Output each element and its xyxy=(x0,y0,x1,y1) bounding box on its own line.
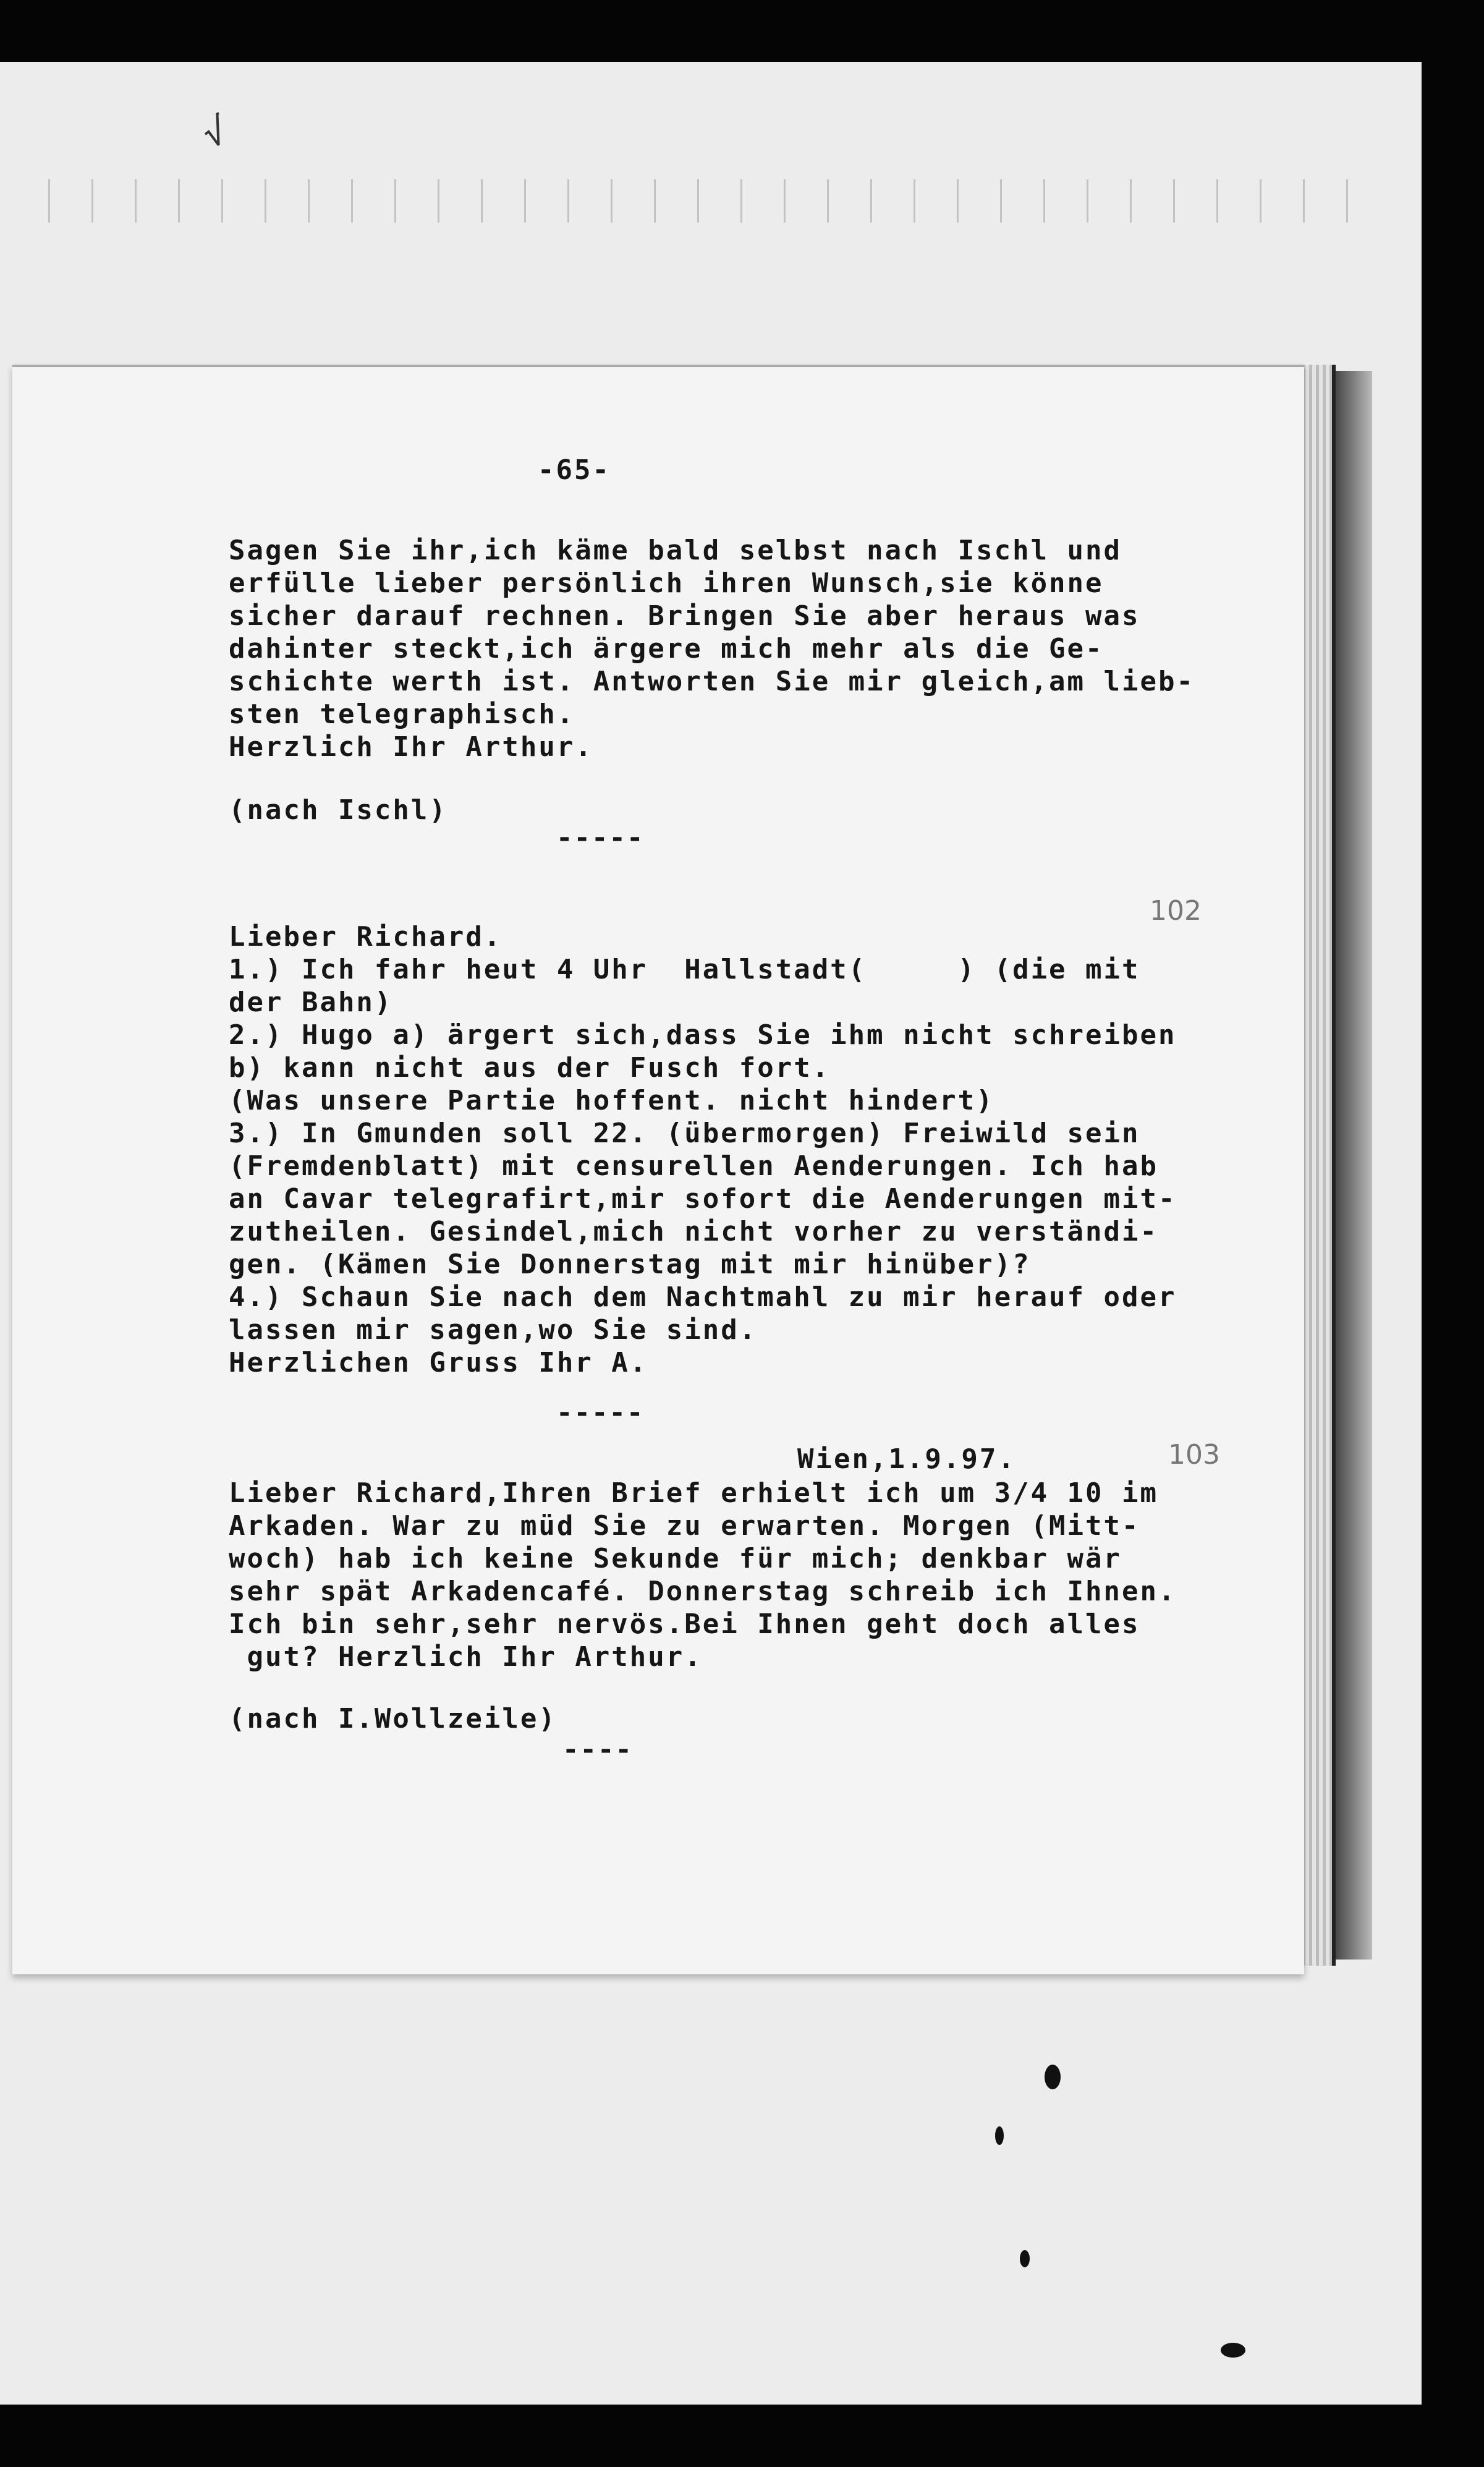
letter-1-line: erfülle lieber persönlich ihren Wunsch,sie könne xyxy=(229,567,1104,599)
letter-2-line: (Was unsere Partie hoffent. nicht hindert) xyxy=(229,1085,994,1116)
letter-2-salutation: Lieber Richard. xyxy=(229,921,502,953)
letter-1-signature: Herzlich Ihr Arthur. xyxy=(229,731,593,763)
letter-2-line: (Fremdenblatt) mit censurellen Aenderungen. Ich hab xyxy=(229,1150,1159,1182)
separator: ----- xyxy=(556,822,645,854)
letter-2-signature: Herzlichen Gruss Ihr A. xyxy=(229,1347,648,1378)
page-number: -65- xyxy=(538,454,611,486)
letter-1-line: Sagen Sie ihr,ich käme bald selbst nach Ischl und xyxy=(229,535,1122,566)
letter-1-line: dahinter steckt,ich ärgere mich mehr als die Ge- xyxy=(229,633,1104,665)
letter-3-line: Arkaden. War zu müd Sie zu erwarten. Morgen (Mitt- xyxy=(229,1510,1140,1542)
separator: ---- xyxy=(562,1734,633,1765)
ink-speck xyxy=(995,2126,1004,2145)
check-mark-icon: √ xyxy=(197,108,234,158)
letter-2-line: zutheilen. Gesindel,mich nicht vorher zu verständi- xyxy=(229,1216,1159,1247)
letter-3-dateline: Wien,1.9.97. xyxy=(797,1443,1016,1475)
letter-2-line: 1.) Ich fahr heut 4 Uhr Hallstadt( ) (die mit xyxy=(229,954,1140,985)
ink-speck xyxy=(1020,2250,1030,2267)
letter-3-line: sehr spät Arkadencafé. Donnerstag schreib ich Ihnen. xyxy=(229,1576,1177,1607)
letter-1-line: sicher darauf rechnen. Bringen Sie aber heraus was xyxy=(229,600,1140,632)
letter-2-line: 3.) In Gmunden soll 22. (übermorgen) Freiwild sein xyxy=(229,1118,1140,1149)
letter-2-line: gen. (Kämen Sie Donnerstag mit mir hinüber)? xyxy=(229,1249,1031,1280)
ink-speck xyxy=(1045,2065,1061,2089)
backing-sheet-marks xyxy=(25,179,1384,223)
letter-2-line: 4.) Schaun Sie nach dem Nachtmahl zu mir herauf oder xyxy=(229,1281,1177,1313)
separator: ----- xyxy=(556,1397,645,1429)
letter-3-line: Ich bin sehr,sehr nervös.Bei Ihnen geht doch alles xyxy=(229,1608,1140,1640)
letter-1-address: (nach Ischl) xyxy=(229,794,447,826)
letter-3-line: Lieber Richard,Ihren Brief erhielt ich um 3/4 10 im xyxy=(229,1477,1159,1509)
letter-3-line: woch) hab ich keine Sekunde für mich; denkbar wär xyxy=(229,1543,1122,1574)
page-shadow xyxy=(1335,371,1372,1960)
archive-number: 103 xyxy=(1168,1439,1220,1471)
letter-3-address: (nach I.Wollzeile) xyxy=(229,1703,557,1735)
letter-2-line: an Cavar telegrafirt,mir sofort die Aenderungen mit- xyxy=(229,1183,1177,1215)
letter-2-line: lassen mir sagen,wo Sie sind. xyxy=(229,1314,758,1346)
letter-1-line: sten telegraphisch. xyxy=(229,698,575,730)
ink-speck xyxy=(1221,2343,1245,2358)
archive-number: 102 xyxy=(1150,895,1202,927)
letter-1-line: schichte werth ist. Antworten Sie mir gleich,am lieb- xyxy=(229,666,1195,697)
letter-2-line: 2.) Hugo a) ärgert sich,dass Sie ihm nicht schreiben xyxy=(229,1019,1177,1051)
letter-2-line: der Bahn) xyxy=(229,987,393,1018)
letter-3-signature: gut? Herzlich Ihr Arthur. xyxy=(229,1641,703,1673)
typed-page xyxy=(12,365,1304,1974)
letter-2-line: b) kann nicht aus der Fusch fort. xyxy=(229,1052,831,1084)
